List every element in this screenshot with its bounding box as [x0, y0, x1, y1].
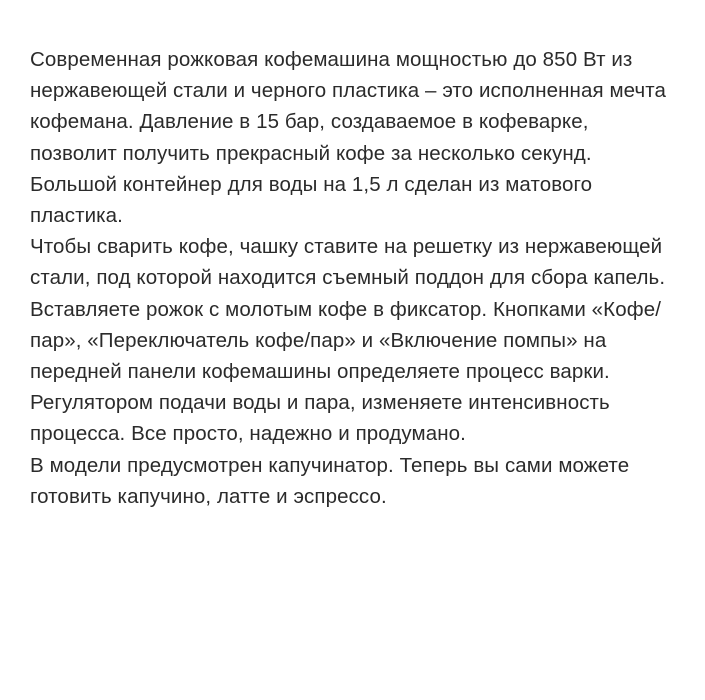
article-body [30, 44, 675, 512]
paragraph: Чтобы сварить кофе, чашку ставите на решетку из нержавеющей стали, под которой находится съемный поддон для сбора капель. Вставляете рожок с молотым кофе в фиксатор. Кнопками «Кофе/пар», «Переключатель кофе/пар» и «Включение помпы» на передней панели кофемашины определяете процесс варки. [30, 235, 666, 384]
paragraph: В модели предусмотрен капучинатор. Теперь вы сами можете готовить капучино, латте и эспрессо. [30, 453, 630, 508]
paragraph: Современная рожковая кофемашина мощностью до 850 Вт из нержавеющей стали и черного пластика – это исполненная мечта кофемана. Давление в 15 бар, создаваемое в кофеварке, позволит получить прекрасный кофе за несколько секунд. Большой контейнер для воды на 1,5 л сделан из матового пластика. [30, 48, 667, 228]
paragraph: Регулятором подачи воды и пара, изменяете интенсивность процесса. Все просто, надежно и продумано. [30, 391, 610, 446]
